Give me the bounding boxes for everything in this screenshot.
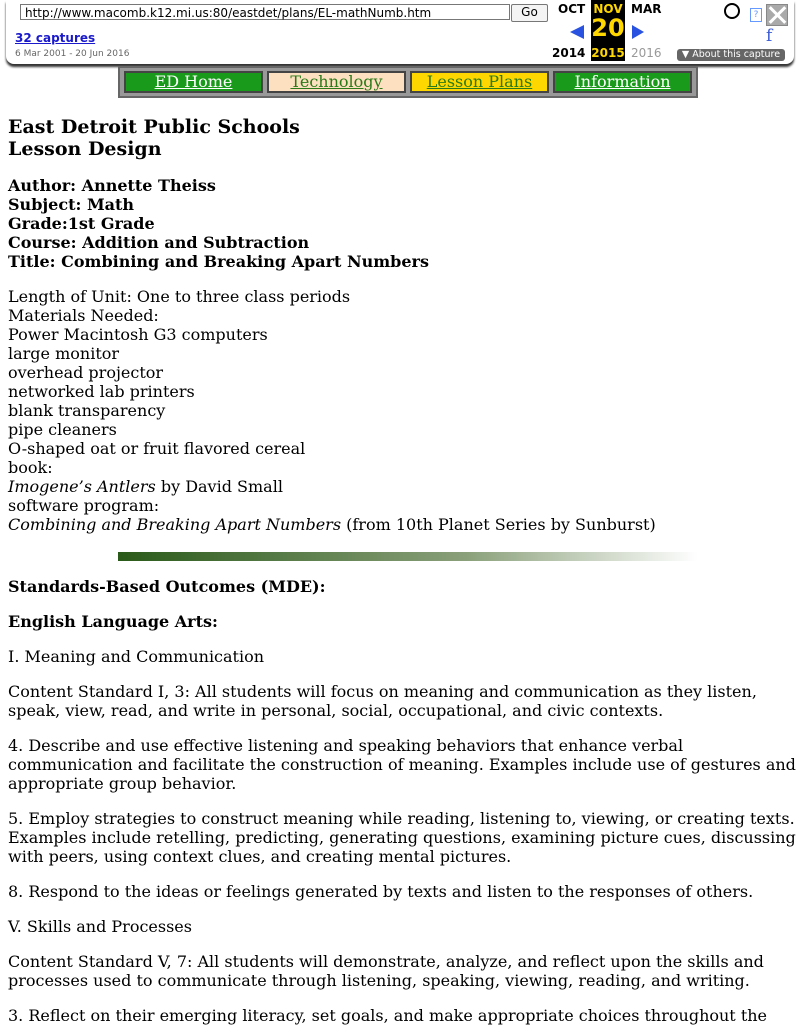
current-capture [591, 0, 625, 61]
materials [8, 287, 798, 534]
subject: Subject: Math [8, 195, 135, 214]
standards-heading: Standards-Based Outcomes (MDE): [8, 577, 326, 596]
help-icon[interactable]: ? [750, 8, 762, 22]
next-capture-icon[interactable] [632, 25, 644, 39]
ela-heading: English Language Arts: [8, 612, 218, 631]
about-capture-button[interactable]: ▼ About this capture [677, 49, 785, 61]
wayback-toolbar [6, 0, 794, 64]
facebook-icon[interactable]: f [766, 26, 773, 46]
nav-ed-home[interactable]: ED Home [124, 71, 263, 93]
list-item: O-shaped oat or fruit flavored cereal [8, 439, 306, 458]
grade: Grade:1st Grade [8, 214, 155, 233]
go-button[interactable]: Go [511, 4, 548, 22]
url-input[interactable]: http://www.macomb.k12.mi.us:80/eastdet/plans/EL-mathNumb.htm [20, 4, 510, 20]
list-item: Power Macintosh G3 computers [8, 325, 268, 344]
paragraph: 4. Describe and use effective listening and speaking behaviors that enhance verbal communication and facilitate the construction of meaning. Examples include use of gestures and appropriate group behavior. [8, 736, 796, 793]
prev-month[interactable]: OCT [558, 2, 586, 16]
next-month[interactable]: MAR [631, 2, 662, 16]
paragraph: 3. Reflect on their emerging literacy, set goals, and make appropriate choices throughout the [8, 1006, 768, 1025]
nav-lesson-plans[interactable]: Lesson Plans [410, 71, 549, 93]
captures-link[interactable]: 32 captures [15, 31, 96, 45]
paragraph: Content Standard I, 3: All students will focus on meaning and communication as they listen, speak, view, read, and write in personal, social, occupational, and civic contexts. [8, 682, 757, 720]
list-item: overhead projector [8, 363, 164, 382]
list-item: pipe cleaners [8, 420, 117, 439]
paragraph: 5. Employ strategies to construct meaning while reading, listening to, viewing, or creating texts. Examples include retelling, predicting, generating questions, examining picture cues, discussing with peers, using context clues, and creating mental pictures. [8, 809, 796, 866]
list-item: large monitor [8, 344, 120, 363]
lesson-meta [8, 176, 798, 271]
site-nav [118, 66, 698, 98]
capture-range: 6 Mar 2001 - 20 Jun 2016 [15, 49, 130, 59]
close-icon[interactable] [766, 4, 788, 26]
book-label: book: [8, 458, 53, 477]
paragraph: Content Standard V, 7: All students will demonstrate, analyze, and reflect upon the skills and processes used to communicate through listening, speaking, viewing, reading, and writing. [8, 952, 764, 990]
lesson-content [8, 116, 798, 534]
section-heading: I. Meaning and Communication [8, 647, 265, 666]
software-line: Combining and Breaking Apart Numbers (from 10th Planet Series by Sunburst) [8, 515, 656, 534]
software-label: software program: [8, 496, 160, 515]
circle-icon[interactable] [724, 3, 740, 19]
author: Author: Annette Theiss [8, 176, 216, 195]
book-line: Imogene’s Antlers by David Small [8, 477, 283, 496]
current-year: 2015 [591, 46, 625, 60]
nav-technology[interactable]: Technology [267, 71, 406, 93]
current-month: NOV [593, 2, 623, 16]
list-item: networked lab printers [8, 382, 195, 401]
unit-length: Length of Unit: One to three class periods [8, 287, 351, 306]
section-heading: V. Skills and Processes [8, 917, 192, 936]
current-day: 20 [591, 14, 625, 42]
nav-information[interactable]: Information [553, 71, 692, 93]
prev-year[interactable]: 2014 [552, 46, 586, 60]
next-year: 2016 [631, 46, 662, 60]
list-item: blank transparency [8, 401, 166, 420]
materials-label: Materials Needed: [8, 306, 159, 325]
prev-capture-icon[interactable] [570, 25, 584, 39]
page-title: East Detroit Public Schools Lesson Design [8, 116, 300, 160]
course: Course: Addition and Subtraction [8, 233, 310, 252]
lesson-title: Title: Combining and Breaking Apart Numbers [8, 252, 429, 271]
divider [118, 552, 698, 561]
paragraph: 8. Respond to the ideas or feelings generated by texts and listen to the responses of others. [8, 882, 754, 901]
